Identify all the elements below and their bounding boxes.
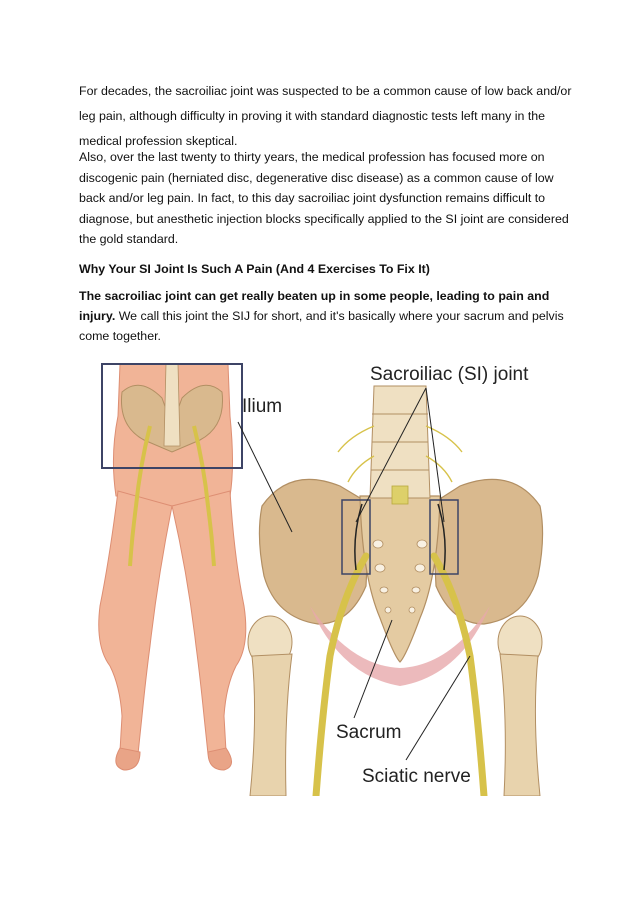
section-heading: Why Your SI Joint Is Such A Pain (And 4 Exercises To Fix It) <box>79 262 430 276</box>
mini-spine <box>164 364 180 446</box>
right-foot <box>208 748 232 770</box>
right-femur <box>500 654 540 796</box>
paragraph-sij <box>79 286 579 346</box>
right-ilium-wing <box>432 479 543 624</box>
paragraph-sij-rest: We call this joint the SIJ for short, and it's basically where your sacrum and pelvis come together. <box>79 309 564 343</box>
sacrum-bone <box>360 496 440 662</box>
si-joint-illustration <box>80 356 560 796</box>
paragraph-discogenic: Also, over the last twenty to thirty years, the medical profession has focused more on discogenic pain (herniated disc, degenerative disc disease) as a common cause of low back and/or leg pain. In fact, to this day sacroiliac joint dysfunction remains difficult to diagnose, but anesthetic injection blocks specifically applied to the SI joint are considered the gold standard. <box>79 150 569 246</box>
body-back-figure <box>99 364 246 770</box>
left-femur <box>250 654 292 796</box>
paragraph-sij-bold: The sacroiliac joint can get really beaten up in some people, leading to pain and injury. <box>79 289 550 323</box>
paragraph-intro: For decades, the sacroiliac joint was suspected to be a common cause of low back and/or leg pain, although difficulty in proving it with standard diagnostic tests left many in the medical profession skeptical. <box>79 84 572 148</box>
left-leg <box>99 491 172 755</box>
right-leg <box>172 491 246 755</box>
left-foot <box>116 748 140 770</box>
label-si-joint: Sacroiliac (SI) joint <box>370 364 529 385</box>
label-ilium: Ilium <box>242 396 283 417</box>
anatomy-svg <box>80 356 560 796</box>
label-sacrum: Sacrum <box>336 722 402 743</box>
label-sciatic-nerve: Sciatic nerve <box>362 766 471 787</box>
left-ilium-wing <box>259 479 370 624</box>
nerve-root-bundle <box>392 486 408 504</box>
